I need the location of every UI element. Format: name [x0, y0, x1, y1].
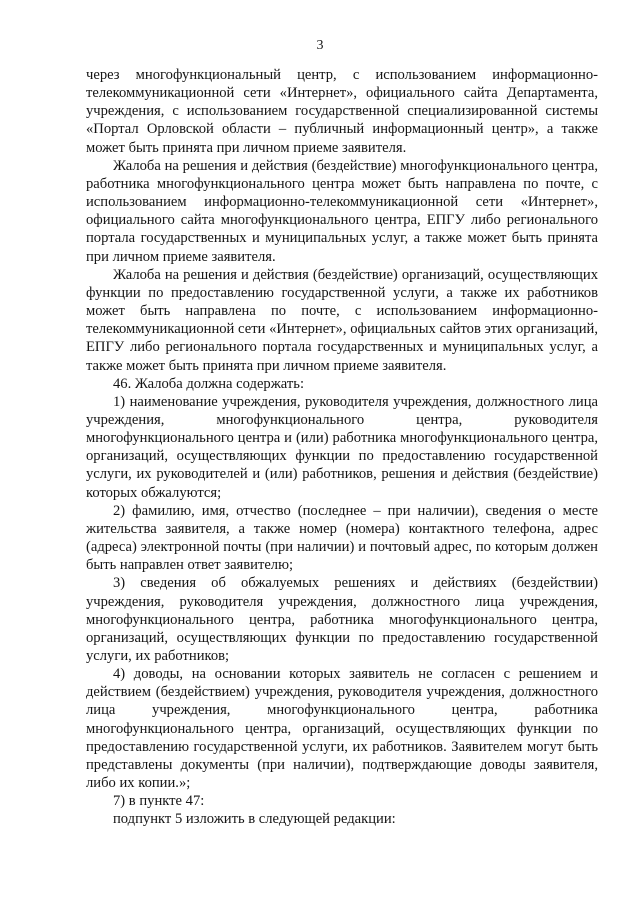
- list-item-3: 3) сведения об обжалуемых решениях и действиях (бездействии) учреждения, руководителя учреждения, должностного лица учреждения, многофункционального центра, работника многофункционального центра, организаций, осуществляющих функции по предоставлению государственной услуги, их работников;: [86, 575, 598, 664]
- list-item-1: 1) наименование учреждения, руководителя учреждения, должностного лица учреждения, многофункционального центра, руководителя многофункционального центра и (или) работника многофункционального центра, организаций, осуществляющих функции по предоставлению государственной услуги, их руководителей и (или) работников, решения и действия (бездействие) которых обжалуются;: [86, 393, 598, 501]
- paragraph-mfc-complaint: Жалоба на решения и действия (бездействие) многофункционального центра, работника многофункционального центра может быть направлена по почте, с использованием информационно-телекоммуникационной сети «Интернет», официального сайта многофункционального центра, ЕПГУ либо регионального портала государственных и муниципальных услуг, а также может быть принята при личном приеме заявителя.: [86, 157, 598, 265]
- document-body: [86, 66, 598, 829]
- list-item-4: 4) доводы, на основании которых заявитель не согласен с решением и действием (бездействием) учреждения, руководителя учреждения, должностного лица учреждения, многофункционального центра, работника многофункционального центра, организаций, осуществляющих функции по предоставлению государственной услуги, их работников. Заявителем могут быть представлены документы (при наличии), подтверждающие доводы заявителя, либо их копии.»;: [86, 666, 598, 792]
- page-number: 3: [316, 38, 324, 53]
- paragraph-organizations-complaint: Жалоба на решения и действия (бездействие) организаций, осуществляющих функции по предоставлению государственной услуги, а также их работников может быть направлена по почте, с использованием информационно-телекоммуникационной сети «Интернет», официальных сайтов этих организаций, ЕПГУ либо регионального портала государственных и муниципальных услуг, а также может быть принята при личном приеме заявителя.: [86, 266, 598, 374]
- paragraph-item-46: 46. Жалоба должна содержать:: [113, 375, 304, 392]
- paragraph-continuation: через многофункциональный центр, с использованием информационно-телекоммуникационной сети «Интернет», официального сайта Департамента, учреждения, с использованием государственной специализированной системы «Портал Орловской области – публичный информационный центр», а также может быть принята при личном приеме заявителя.: [86, 67, 598, 156]
- paragraph-subitem-5: подпункт 5 изложить в следующей редакции:: [113, 811, 396, 828]
- paragraph-item-47: 7) в пункте 47:: [113, 793, 205, 810]
- list-item-2: 2) фамилию, имя, отчество (последнее – при наличии), сведения о месте жительства заявителя, а также номер (номера) контактного телефона, адрес (адреса) электронной почты (при наличии) и почтовый адрес, по которым должен быть направлен ответ заявителю;: [86, 502, 598, 574]
